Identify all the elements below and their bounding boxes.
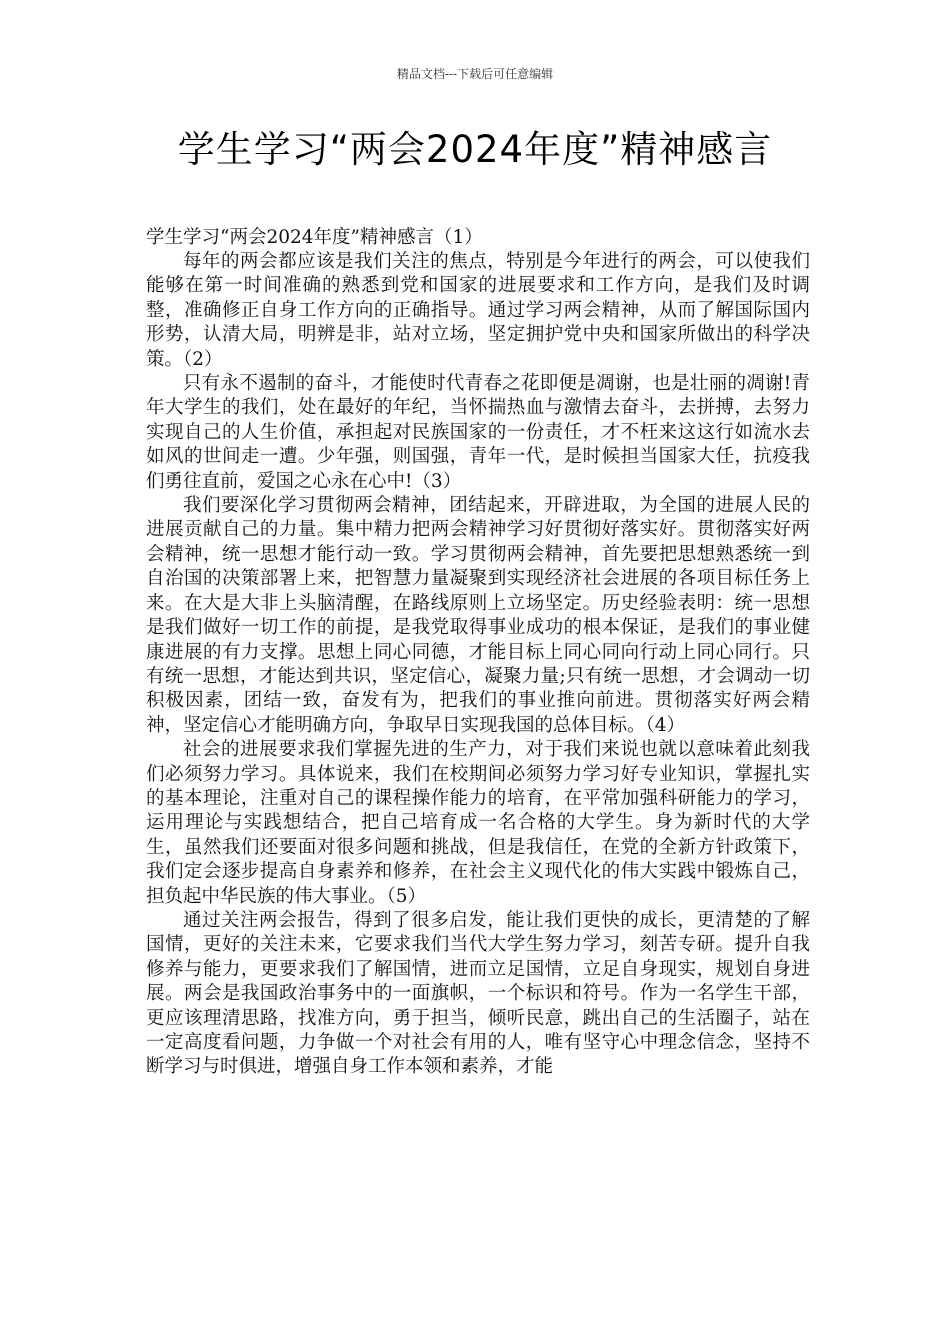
- paragraph-3: 我们要深化学习贯彻两会精神，团结起来，开辟进取，为全国的进展人民的进展贡献自己的力量。集中精力把两会精神学习好贯彻好落实好。贯彻落实好两会精神，统一思想才能行动一致。学习贯彻两会精神，首先要把思想熟悉统一到自治国的决策部署上来，把智慧力量凝聚到实现经济社会进展的各项目标任务上来。在大是大非上头脑清醒，在路线原则上立场坚定。历史经验表明：统一思想是我们做好一切工作的前提，是我党取得事业成功的根本保证，是我们的事业健康进展的有力支撑。思想上同心同德，才能目标上同心同向行动上同心同行。只有统一思想，才能达到共识，坚定信心，凝聚力量;只有统一思想，才会调动一切积极因素，团结一致，奋发有为，把我们的事业推向前进。贯彻落实好两会精神，坚定信心才能明确方向，争取早日实现我国的总体目标。（4）: [146, 495, 810, 736]
- header-note: 精品文档---下载后可任意编辑: [396, 67, 554, 81]
- document-title: 学生学习“两会2024年度”精神感言: [177, 128, 773, 171]
- section-subtitle: 学生学习“两会2024年度”精神感言（1）: [146, 227, 483, 248]
- paragraph-1: 每年的两会都应该是我们关注的焦点，特别是今年进行的两会，可以使我们能够在第一时间准确的熟悉到党和国家的进展要求和工作方向，是我们及时调整，准确修正自身工作方向的正确指导。通过学习两会精神，从而了解国际国内形势，认清大局，明辨是非，站对立场，坚定拥护党中央和国家所做出的科学决策。（2）: [146, 251, 810, 370]
- paragraph-5: 通过关注两会报告，得到了很多启发，能让我们更快的成长，更清楚的了解国情，更好的关注未来，它要求我们当代大学生努力学习，刻苦专研。提升自我修养与能力，更要求我们了解国情，进而立足国情，立足自身现实，规划自身进展。两会是我国政治事务中的一面旗帜，一个标识和符号。作为一名学生干部，更应该理清思路，找准方向，勇于担当，倾听民意，跳出自己的生活圈子，站在一定高度看问题，力争做一个对社会有用的人，唯有坚守心中理念信念，坚持不断学习与时俱进，增强自身工作本领和素养，才能: [146, 909, 810, 1078]
- paragraph-4: 社会的进展要求我们掌握先进的生产力，对于我们来说也就以意味着此刻我们必须努力学习。具体说来，我们在校期间必须努力学习好专业知识，掌握扎实的基本理论，注重对自己的课程操作能力的培育，在平常加强科研能力的学习，运用理论与实践想结合，把自己培育成一名合格的大学生。身为新时代的大学生，虽然我们还要面对很多问题和挑战，但是我信任，在党的全新方针政策下，我们定会逐步提高自身素养和修养，在社会主义现代化的伟大实践中锻炼自己，担负起中华民族的伟大事业。（5）: [146, 739, 810, 907]
- document-body: [146, 226, 810, 1080]
- paragraph-2: 只有永不遏制的奋斗，才能使时代青春之花即便是凋谢，也是壮丽的凋谢!青年大学生的我们，处在最好的年纪，当怀揣热血与激情去奋斗，去拼搏，去努力实现自己的人生价值，承担起对民族国家的一份责任，才不枉来这这行如流水去如风的世间走一遭。少年强，则国强，青年一代，是时候担当国家大任，抗疫我们勇往直前，爱国之心永在心中!（3）: [146, 373, 810, 492]
